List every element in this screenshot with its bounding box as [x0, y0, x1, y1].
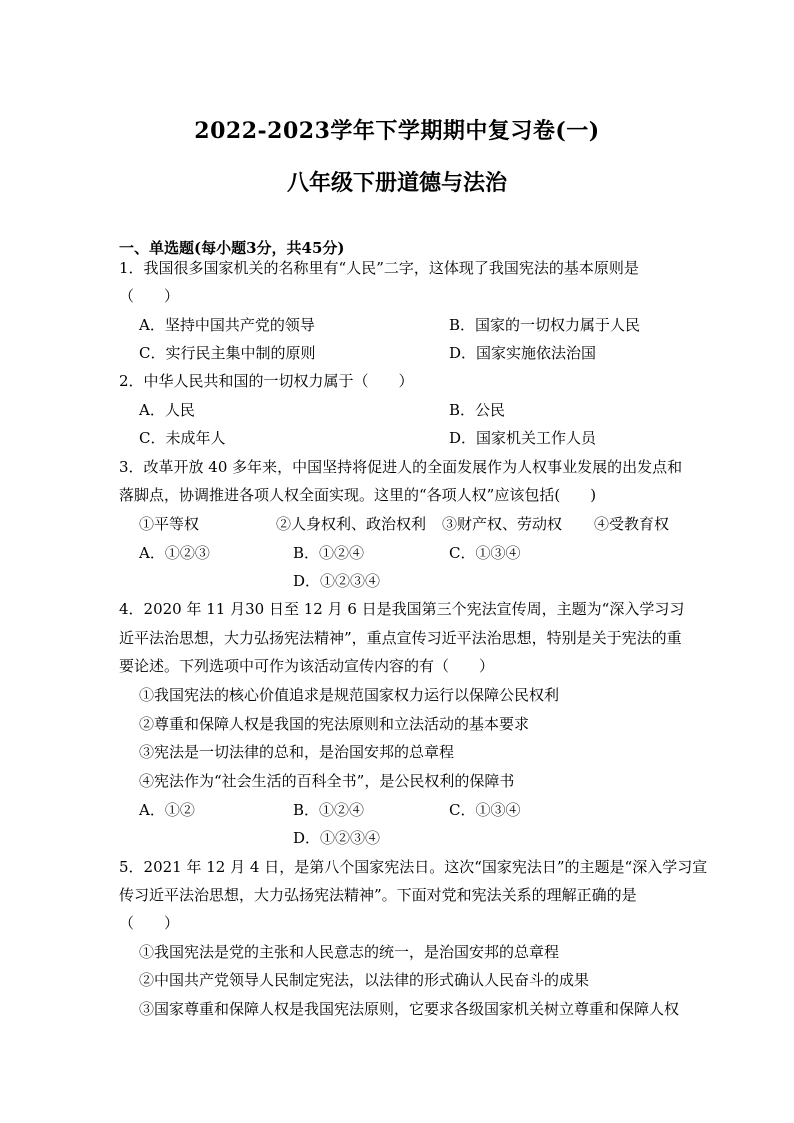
q2-option-a: A．人民 — [139, 401, 195, 419]
q5-item-1: ①我国宪法是党的主张和人民意志的统一，是治国安邦的总章程 — [139, 943, 560, 961]
q4-option-c: C．①③④ — [449, 801, 521, 819]
section-heading: 一、单选题(每小题3分，共45分) — [119, 239, 345, 257]
q1-stem-line1: 1．我国很多国家机关的名称里有“人民”二字，这体现了我国宪法的基本原则是 — [119, 259, 639, 277]
q3-stem-line1: 3．改革开放 40 多年来，中国坚持将促进人的全面发展作为人权事业发展的出发点和 — [119, 458, 683, 476]
q4-option-d: D．①②③④ — [293, 829, 381, 847]
q3-item-2: ②人身权利、政治权利 — [276, 515, 427, 533]
q4-item-2: ②尊重和保障人权是我国的宪法原则和立法活动的基本要求 — [139, 715, 530, 733]
q4-stem-line3: 要论述。下列选项中可作为该活动宣传内容的有（ ） — [119, 657, 495, 675]
q4-item-4: ④宪法作为“社会生活的百科全书”，是公民权利的保障书 — [139, 772, 515, 790]
q2-option-c: C．未成年人 — [139, 429, 226, 447]
q3-item-1: ①平等权 — [139, 515, 200, 533]
q5-stem-line3: （ ） — [119, 914, 180, 932]
q3-item-3: ③财产权、劳动权 — [442, 515, 563, 533]
q2-stem: 2．中华人民共和国的一切权力属于（ ） — [119, 372, 414, 390]
q3-option-a: A．①②③ — [139, 544, 210, 562]
q4-option-b: B．①②④ — [293, 801, 365, 819]
q3-stem-line2: 落脚点，协调推进各项人权全面实现。这里的“各项人权”应该包括( ) — [119, 486, 597, 504]
q1-option-b: B．国家的一切权力属于人民 — [449, 316, 641, 334]
q4-stem-line1: 4．2020 年 11 月30 日至 12 月 6 日是我国第三个宪法宣传周，主题为“深入学习习 — [119, 600, 685, 618]
page-subtitle: 八年级下册道德与法治 — [286, 170, 507, 196]
q1-stem-line2: （ ） — [119, 287, 180, 305]
q2-option-d: D．国家机关工作人员 — [449, 429, 597, 447]
q1-option-c: C．实行民主集中制的原则 — [139, 344, 316, 362]
q4-item-1: ①我国宪法的核心价值追求是规范国家权力运行以保障公民权利 — [139, 686, 560, 704]
q3-option-c: C．①③④ — [449, 544, 521, 562]
q2-option-b: B．公民 — [449, 401, 506, 419]
q5-stem-line1: 5．2021 年 12 月 4 日，是第八个国家宪法日。这次“国家宪法日”的主题是“深入学习宣 — [119, 858, 708, 876]
q4-option-a: A．①② — [139, 801, 195, 819]
q4-stem-line2: 近平法治思想，大力弘扬宪法精神”，重点宣传习近平法治思想，特别是关于宪法的重 — [119, 629, 682, 647]
q5-stem-line2: 传习近平法治思想，大力弘扬宪法精神”。下面对党和宪法关系的理解正确的是 — [119, 886, 637, 904]
q3-option-d: D．①②③④ — [293, 572, 381, 590]
q1-option-d: D．国家实施依法治国 — [449, 344, 597, 362]
q5-item-2: ②中国共产党领导人民制定宪法，以法律的形式确认人民奋斗的成果 — [139, 971, 590, 989]
q1-option-a: A．坚持中国共产党的领导 — [139, 316, 315, 334]
q3-item-4: ④受教育权 — [594, 515, 670, 533]
q4-item-3: ③宪法是一切法律的总和，是治国安邦的总章程 — [139, 743, 455, 761]
q3-option-b: B．①②④ — [293, 544, 365, 562]
q5-item-3: ③国家尊重和保障人权是我国宪法原则，它要求各级国家机关树立尊重和保障人权 — [139, 1000, 680, 1018]
page-title: 2022-2023学年下学期期中复习卷(一) — [194, 118, 600, 144]
